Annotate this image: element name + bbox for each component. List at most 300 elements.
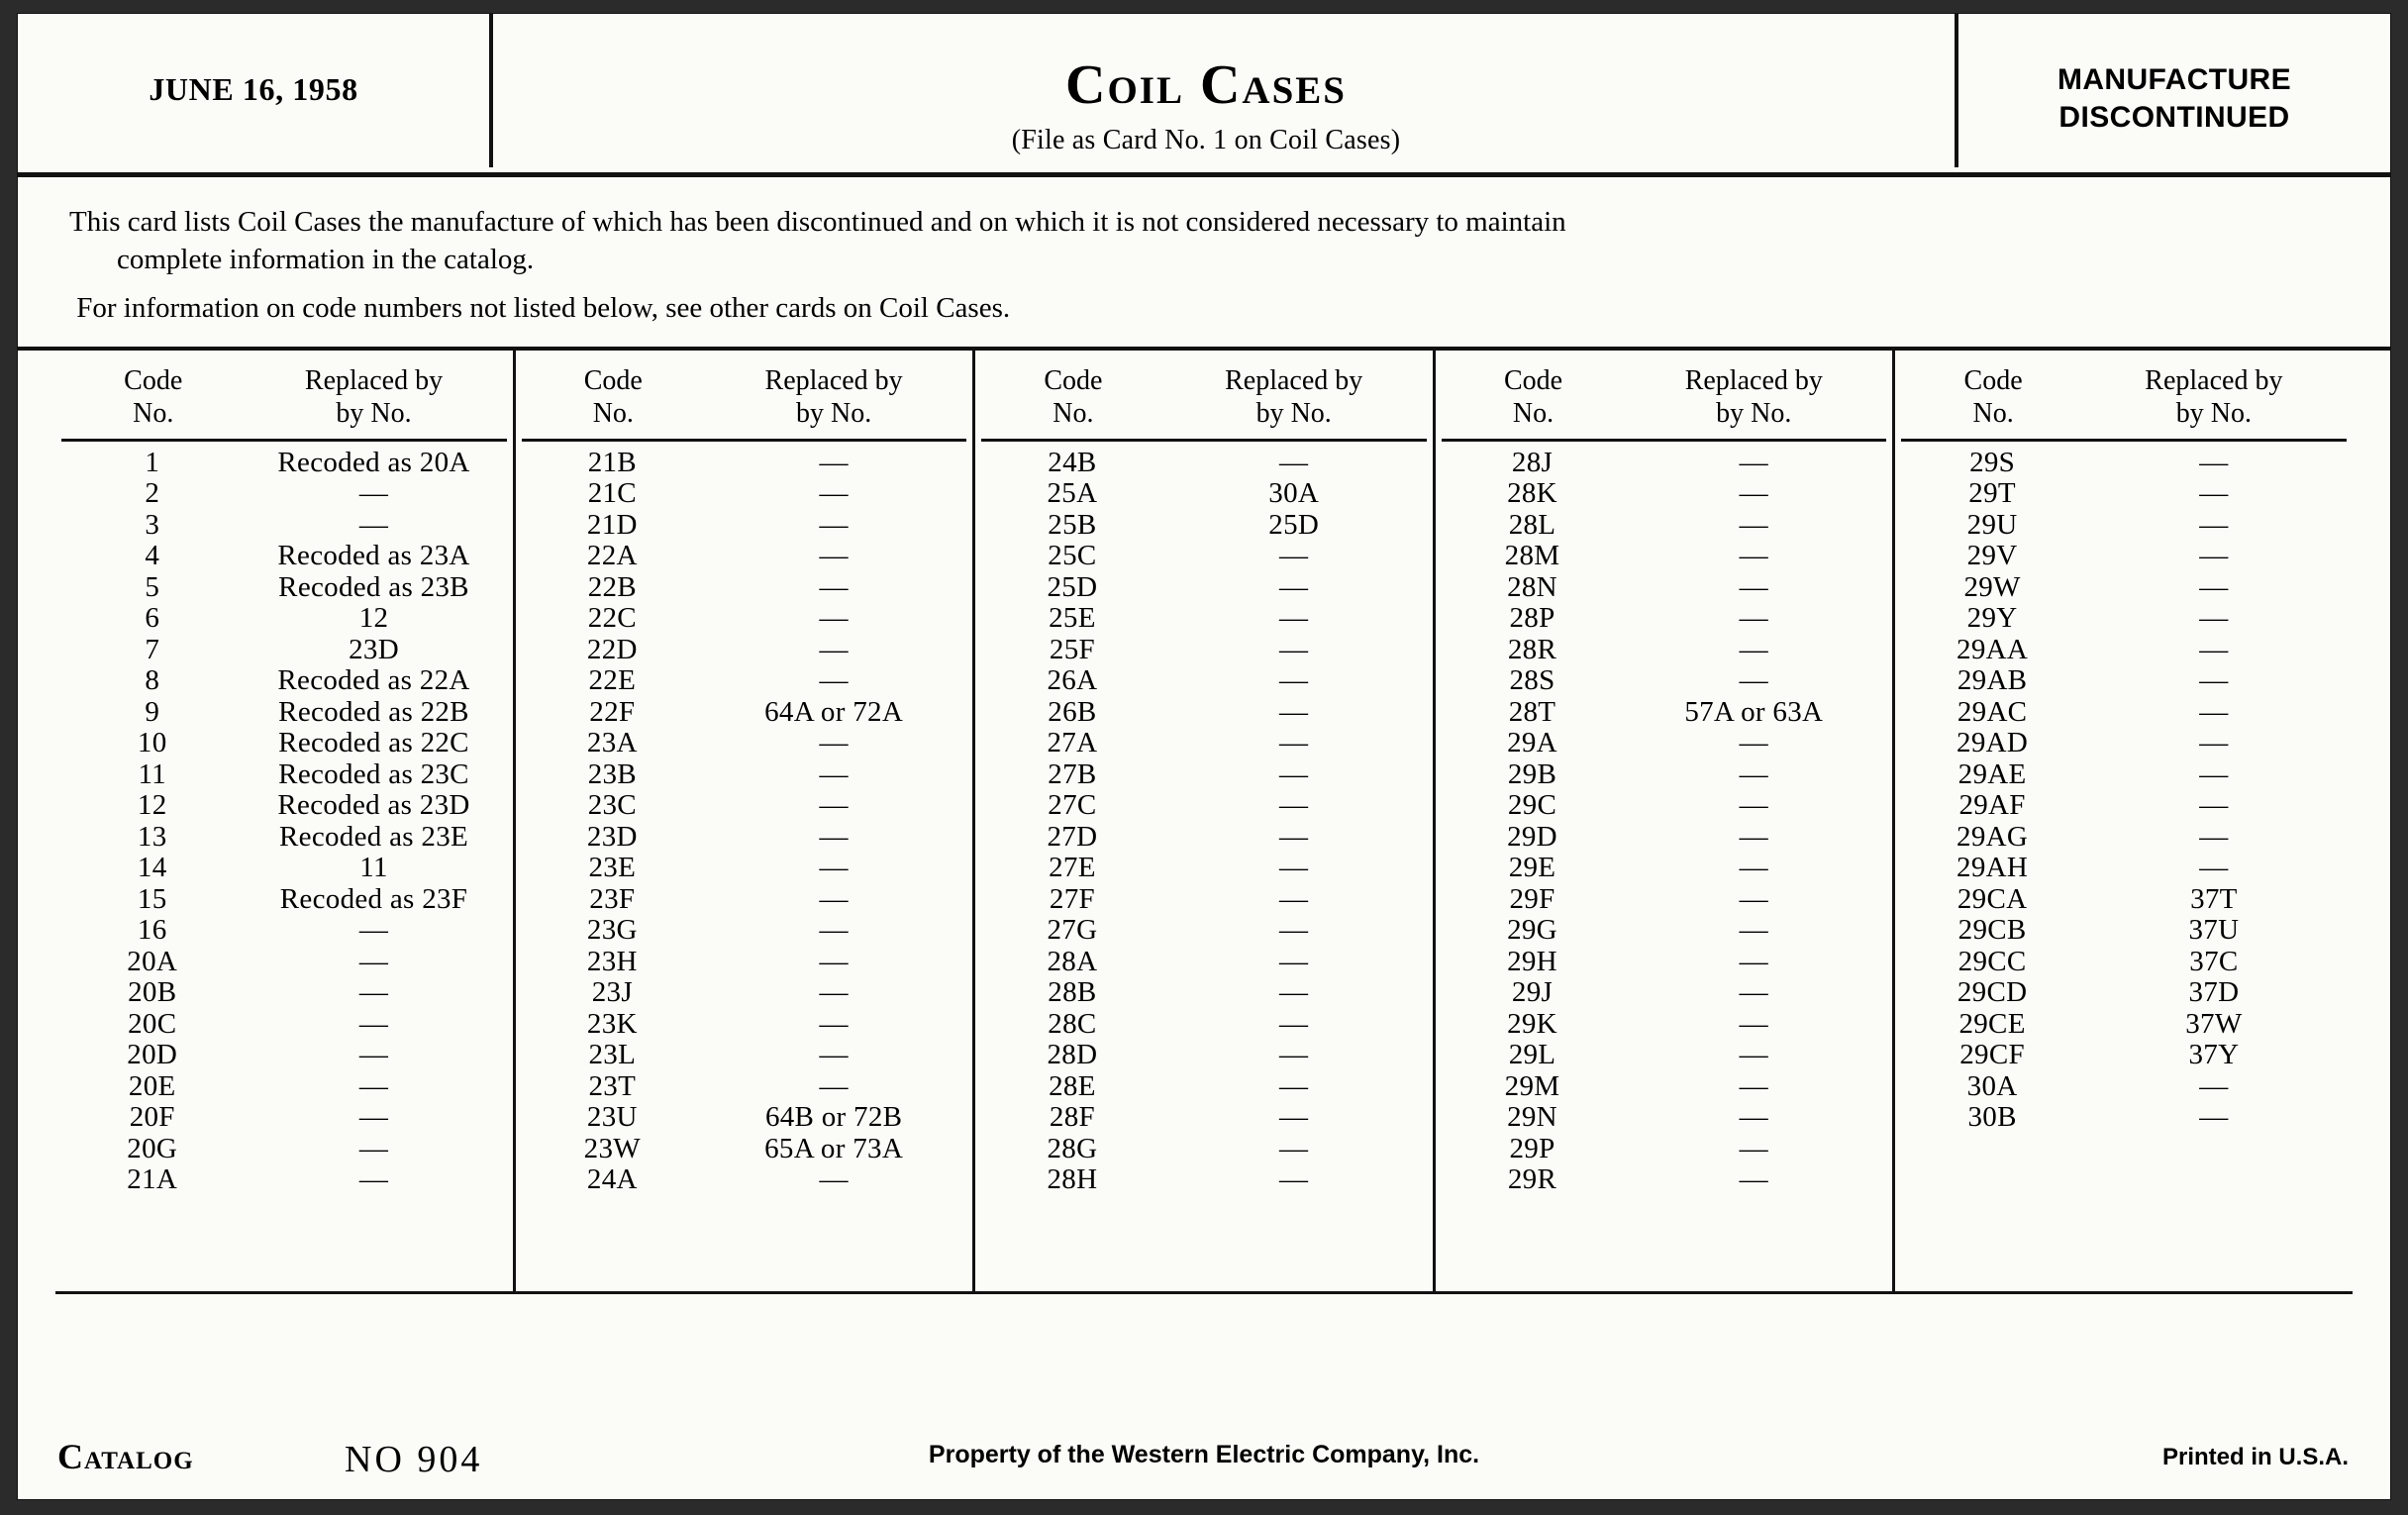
cell-replaced-by: Recoded as 23A xyxy=(277,540,470,572)
cell-replaced-by: — xyxy=(1739,727,1768,759)
cell-replaced-by: — xyxy=(1739,508,1768,541)
table-row xyxy=(1440,759,1889,791)
table-row xyxy=(1440,884,1889,916)
cell-code-no: 22F xyxy=(589,695,636,728)
cell-replaced-by: — xyxy=(819,664,849,697)
cell-replaced-by: — xyxy=(819,633,849,665)
cell-code-no: 9 xyxy=(145,695,160,728)
cell-replaced-by: — xyxy=(1739,570,1768,603)
cell-code-no: 20D xyxy=(127,1039,178,1071)
column-header-replaced-by-line-1: Replaced by xyxy=(304,364,444,396)
cell-code-no: 28P xyxy=(1509,602,1555,635)
column-header-replaced-by xyxy=(239,364,508,431)
table-row xyxy=(1440,603,1889,635)
cell-replaced-by: — xyxy=(1739,664,1768,697)
cell-code-no: 12 xyxy=(137,789,167,822)
cell-replaced-by: — xyxy=(2199,820,2229,853)
table-row xyxy=(520,1102,969,1134)
cell-replaced-by: — xyxy=(1279,1101,1309,1134)
table-row xyxy=(1440,728,1889,759)
cell-code-no: 26B xyxy=(1048,695,1097,728)
cell-code-no: 16 xyxy=(137,914,167,947)
cell-replaced-by: 37T xyxy=(2190,882,2238,915)
cell-code-no: 22D xyxy=(586,633,638,665)
cell-code-no: 28G xyxy=(1047,1132,1098,1164)
cell-code-no: 10 xyxy=(137,727,167,759)
table-row xyxy=(1440,478,1889,510)
header-divider xyxy=(1901,439,2347,442)
cell-replaced-by: — xyxy=(819,540,849,572)
table-row xyxy=(979,448,1429,479)
cell-replaced-by: — xyxy=(2199,446,2229,478)
cell-code-no: 28D xyxy=(1047,1039,1098,1071)
table-row xyxy=(1899,1102,2349,1134)
table-row xyxy=(520,977,969,1009)
cell-replaced-by: — xyxy=(358,1163,389,1196)
table-row xyxy=(59,759,509,791)
cell-code-no: 21D xyxy=(586,508,638,541)
cell-code-no: 22C xyxy=(587,602,637,635)
table-row xyxy=(1899,603,2349,635)
table-row xyxy=(1440,947,1889,978)
cell-replaced-by: — xyxy=(1739,820,1768,853)
table-row xyxy=(979,1071,1429,1103)
code-table-rows xyxy=(59,448,509,1196)
page-title: Coil Cases xyxy=(1065,54,1347,116)
column-header-code-line-1: Code xyxy=(583,364,643,396)
table-row xyxy=(520,759,969,791)
code-table xyxy=(55,351,2353,1291)
table-row xyxy=(979,603,1429,635)
table-row xyxy=(1440,1164,1889,1196)
header-date-text: JUNE 16, 1958 xyxy=(149,71,358,107)
cell-replaced-by: — xyxy=(819,945,849,977)
table-row xyxy=(1899,947,2349,978)
code-table-block xyxy=(1892,351,2353,1291)
table-row xyxy=(1440,635,1889,666)
cell-replaced-by: Recoded as 23D xyxy=(277,789,470,822)
table-row xyxy=(520,635,969,666)
table-row xyxy=(59,635,509,666)
column-header-replaced-by-line-2: by No. xyxy=(795,398,872,430)
table-row xyxy=(59,1134,509,1165)
catalog-card xyxy=(18,14,2390,1499)
cell-replaced-by: Recoded as 23C xyxy=(278,758,469,790)
table-row xyxy=(59,884,509,916)
cell-code-no: 28C xyxy=(1048,1007,1097,1040)
table-bottom-rule xyxy=(55,1291,2353,1294)
column-header-code-line-1: Code xyxy=(1503,364,1563,396)
cell-code-no: 28M xyxy=(1504,540,1560,572)
cell-replaced-by: — xyxy=(1739,758,1768,790)
header-divider xyxy=(61,439,507,442)
cell-replaced-by: 11 xyxy=(359,852,388,884)
cell-replaced-by: — xyxy=(1739,976,1768,1009)
table-row xyxy=(1440,1134,1889,1165)
catalog-number: NO 904 xyxy=(345,1439,483,1480)
cell-replaced-by: — xyxy=(2199,727,2229,759)
table-row xyxy=(1899,510,2349,542)
table-row xyxy=(1440,853,1889,884)
cell-code-no: 29S xyxy=(1969,446,2016,478)
cell-code-no: 29J xyxy=(1511,976,1554,1009)
cell-code-no: 2 xyxy=(145,477,160,510)
cell-replaced-by: 37W xyxy=(2185,1007,2243,1040)
cell-replaced-by: — xyxy=(2199,789,2229,822)
cell-code-no: 29H xyxy=(1507,945,1557,977)
column-header-replaced-by-line-2: by No. xyxy=(1716,398,1792,430)
cell-code-no: 23U xyxy=(586,1101,638,1134)
code-table-rows xyxy=(1899,448,2349,1134)
cell-code-no: 29CA xyxy=(1956,882,2028,915)
cell-replaced-by: 12 xyxy=(358,602,389,635)
table-row xyxy=(520,1009,969,1041)
cell-code-no: 29G xyxy=(1507,914,1557,947)
cell-code-no: 20A xyxy=(127,945,178,977)
cell-replaced-by: — xyxy=(1279,1007,1309,1040)
code-table-header xyxy=(59,351,509,437)
cell-code-no: 27D xyxy=(1047,820,1098,853)
cell-replaced-by: — xyxy=(358,976,389,1009)
table-row xyxy=(59,572,509,604)
cell-code-no: 28E xyxy=(1049,1069,1096,1102)
intro-paragraph-2-text: For information on code numbers not listed below, see other cards on Coil Cases. xyxy=(76,291,1011,324)
cell-code-no: 27E xyxy=(1049,852,1096,884)
cell-replaced-by: — xyxy=(1739,789,1768,822)
cell-code-no: 28L xyxy=(1508,508,1556,541)
cell-code-no: 23C xyxy=(587,789,637,822)
column-header-replaced-by-line-2: by No. xyxy=(1255,398,1332,430)
cell-code-no: 27F xyxy=(1049,882,1095,915)
table-row xyxy=(520,1164,969,1196)
cell-replaced-by: — xyxy=(1279,570,1309,603)
cell-replaced-by: — xyxy=(358,477,389,510)
table-row xyxy=(1440,1071,1889,1103)
cell-code-no: 29CE xyxy=(1958,1007,2026,1040)
cell-replaced-by: — xyxy=(1279,789,1309,822)
cell-replaced-by: — xyxy=(1739,1039,1768,1071)
cell-replaced-by: — xyxy=(358,1039,389,1071)
cell-code-no: 23F xyxy=(589,882,636,915)
cell-replaced-by: — xyxy=(1279,1132,1309,1164)
table-row xyxy=(1440,1102,1889,1134)
printed-notice: Printed in U.S.A. xyxy=(2161,1444,2349,1470)
cell-replaced-by: — xyxy=(1739,446,1768,478)
cell-code-no: 28N xyxy=(1507,570,1557,603)
cell-code-no: 23A xyxy=(586,727,638,759)
table-row xyxy=(59,541,509,572)
cell-code-no: 28A xyxy=(1047,945,1098,977)
code-table-block xyxy=(972,351,1433,1291)
cell-replaced-by: 57A or 63A xyxy=(1684,695,1824,728)
cell-replaced-by: — xyxy=(2199,540,2229,572)
cell-code-no: 25C xyxy=(1048,540,1097,572)
cell-replaced-by: — xyxy=(1739,477,1768,510)
column-header-replaced-by-line-1: Replaced by xyxy=(764,364,903,396)
status-line-1: MANUFACTURE xyxy=(2057,63,2292,96)
cell-code-no: 29AC xyxy=(1956,695,2028,728)
table-row xyxy=(1899,1009,2349,1041)
table-row xyxy=(59,665,509,697)
cell-replaced-by: — xyxy=(819,1007,849,1040)
cell-code-no: 29B xyxy=(1507,758,1557,790)
intro-paragraph-1-line-1: This card lists Coil Cases the manufacture of which has been discontinued and on which it is not considered necessary to maintain xyxy=(69,206,1566,238)
cell-code-no: 25E xyxy=(1049,602,1096,635)
table-row xyxy=(520,478,969,510)
cell-code-no: 29AA xyxy=(1956,633,2029,665)
cell-code-no: 25F xyxy=(1049,633,1095,665)
intro-paragraph-2 xyxy=(69,289,2345,327)
table-row xyxy=(979,697,1429,729)
column-header-replaced-by-line-2: by No. xyxy=(336,398,412,430)
table-row xyxy=(520,1134,969,1165)
table-row xyxy=(1899,728,2349,759)
cell-code-no: 27C xyxy=(1048,789,1097,822)
cell-replaced-by: — xyxy=(819,446,849,478)
cell-replaced-by: — xyxy=(358,945,389,977)
cell-replaced-by: — xyxy=(358,914,389,947)
cell-replaced-by: — xyxy=(819,852,849,884)
table-row xyxy=(1440,697,1889,729)
table-row xyxy=(1899,697,2349,729)
table-row xyxy=(979,947,1429,978)
cell-replaced-by: — xyxy=(2199,695,2229,728)
table-row xyxy=(520,728,969,759)
cell-replaced-by: — xyxy=(1279,976,1309,1009)
cell-code-no: 1 xyxy=(145,446,160,478)
table-row xyxy=(1899,478,2349,510)
cell-code-no: 20E xyxy=(128,1069,176,1102)
cell-code-no: 13 xyxy=(137,820,167,853)
table-row xyxy=(1899,915,2349,947)
cell-replaced-by: — xyxy=(819,602,849,635)
cell-replaced-by: — xyxy=(1279,695,1309,728)
table-row xyxy=(59,1040,509,1071)
table-row xyxy=(520,915,969,947)
table-row xyxy=(979,790,1429,822)
cell-code-no: 20B xyxy=(128,976,177,1009)
table-row xyxy=(1899,853,2349,884)
table-row xyxy=(1899,790,2349,822)
table-row xyxy=(59,448,509,479)
cell-code-no: 30B xyxy=(1967,1101,2017,1134)
cell-replaced-by: — xyxy=(1739,945,1768,977)
cell-code-no: 23H xyxy=(586,945,638,977)
cell-code-no: 29CF xyxy=(1959,1039,2025,1071)
table-row xyxy=(1899,977,2349,1009)
column-header-code xyxy=(979,364,1158,431)
table-row xyxy=(1899,1071,2349,1103)
cell-replaced-by: — xyxy=(2199,477,2229,510)
table-row xyxy=(520,541,969,572)
cell-replaced-by: — xyxy=(819,1039,849,1071)
table-row xyxy=(979,853,1429,884)
table-row xyxy=(520,1040,969,1071)
table-row xyxy=(979,635,1429,666)
cell-code-no: 29Y xyxy=(1966,602,2018,635)
cell-code-no: 22A xyxy=(586,540,638,572)
table-row xyxy=(59,1071,509,1103)
cell-code-no: 29CC xyxy=(1957,945,2027,977)
table-row xyxy=(979,1009,1429,1041)
cell-code-no: 27B xyxy=(1048,758,1097,790)
column-header-replaced-by xyxy=(699,364,968,431)
cell-code-no: 25B xyxy=(1048,508,1097,541)
column-header-code xyxy=(1440,364,1619,431)
cell-code-no: 29M xyxy=(1504,1069,1560,1102)
cell-replaced-by: — xyxy=(1739,882,1768,915)
cell-replaced-by: — xyxy=(1279,758,1309,790)
table-row xyxy=(979,541,1429,572)
table-row xyxy=(979,665,1429,697)
table-row xyxy=(520,1071,969,1103)
cell-replaced-by: — xyxy=(358,1101,389,1134)
cell-replaced-by: — xyxy=(819,882,849,915)
cell-code-no: 29P xyxy=(1509,1132,1555,1164)
cell-replaced-by: — xyxy=(358,1069,389,1102)
cell-code-no: 29AB xyxy=(1956,664,2028,697)
table-row xyxy=(979,884,1429,916)
cell-code-no: 28T xyxy=(1508,695,1556,728)
column-header-code-line-2: No. xyxy=(1512,398,1555,430)
cell-code-no: 29U xyxy=(1966,508,2018,541)
cell-replaced-by: — xyxy=(2199,508,2229,541)
status-badge xyxy=(1955,14,2390,167)
cell-code-no: 21C xyxy=(587,477,637,510)
cell-replaced-by: 37D xyxy=(2188,976,2240,1009)
cell-code-no: 24A xyxy=(586,1163,638,1196)
cell-code-no: 15 xyxy=(137,882,167,915)
cell-code-no: 21B xyxy=(587,446,637,478)
cell-replaced-by: — xyxy=(819,789,849,822)
table-row xyxy=(59,1009,509,1041)
table-row xyxy=(1440,822,1889,854)
cell-replaced-by: 64A or 72A xyxy=(764,695,904,728)
table-row xyxy=(1899,884,2349,916)
table-row xyxy=(1899,635,2349,666)
cell-code-no: 23K xyxy=(586,1007,638,1040)
table-row xyxy=(1440,510,1889,542)
cell-code-no: 26A xyxy=(1047,664,1098,697)
cell-code-no: 27A xyxy=(1047,727,1098,759)
table-row xyxy=(59,728,509,759)
cell-replaced-by: — xyxy=(2199,852,2229,884)
cell-code-no: 29AG xyxy=(1956,820,2029,853)
table-row xyxy=(59,790,509,822)
cell-code-no: 29K xyxy=(1507,1007,1557,1040)
table-row xyxy=(979,1134,1429,1165)
header-date xyxy=(18,14,493,167)
table-row xyxy=(520,697,969,729)
cell-code-no: 21A xyxy=(127,1163,178,1196)
cell-code-no: 11 xyxy=(138,758,166,790)
cell-replaced-by: — xyxy=(819,508,849,541)
cell-replaced-by: — xyxy=(2199,602,2229,635)
cell-replaced-by: — xyxy=(2199,758,2229,790)
cell-code-no: 28K xyxy=(1507,477,1557,510)
cell-replaced-by: — xyxy=(2199,570,2229,603)
cell-code-no: 29F xyxy=(1509,882,1555,915)
table-row xyxy=(979,915,1429,947)
table-row xyxy=(59,1164,509,1196)
table-row xyxy=(520,884,969,916)
cell-replaced-by: Recoded as 22A xyxy=(277,664,470,697)
cell-replaced-by: 65A or 73A xyxy=(764,1132,904,1164)
cell-code-no: 28F xyxy=(1049,1101,1095,1134)
table-row xyxy=(979,1164,1429,1196)
table-row xyxy=(979,977,1429,1009)
status-line-2: DISCONTINUED xyxy=(2058,101,2290,135)
column-header-code-line-1: Code xyxy=(1044,364,1103,396)
table-row xyxy=(520,510,969,542)
cell-code-no: 29D xyxy=(1507,820,1557,853)
column-header-code xyxy=(520,364,699,431)
code-table-rows xyxy=(1440,448,1889,1196)
cell-code-no: 23W xyxy=(583,1132,641,1164)
cell-replaced-by: — xyxy=(1739,540,1768,572)
table-row xyxy=(1899,1040,2349,1071)
cell-replaced-by: — xyxy=(1739,1101,1768,1134)
table-row xyxy=(59,1102,509,1134)
column-header-code-line-2: No. xyxy=(1972,398,2014,430)
table-row xyxy=(1899,572,2349,604)
cell-code-no: 29AF xyxy=(1958,789,2026,822)
cell-replaced-by: — xyxy=(1739,914,1768,947)
table-row xyxy=(1440,790,1889,822)
table-row xyxy=(979,1102,1429,1134)
cell-code-no: 22B xyxy=(587,570,637,603)
cell-code-no: 20G xyxy=(127,1132,178,1164)
cell-code-no: 29E xyxy=(1508,852,1556,884)
header-divider xyxy=(522,439,967,442)
cell-code-no: 23L xyxy=(588,1039,637,1071)
table-row xyxy=(1440,915,1889,947)
cell-code-no: 28R xyxy=(1507,633,1557,665)
cell-code-no: 29CB xyxy=(1957,914,2027,947)
table-row xyxy=(979,728,1429,759)
column-header-code-line-1: Code xyxy=(1963,364,2023,396)
cell-code-no: 29L xyxy=(1508,1039,1556,1071)
table-row xyxy=(59,915,509,947)
table-row xyxy=(979,572,1429,604)
cell-replaced-by: — xyxy=(358,508,389,541)
cell-replaced-by: 23D xyxy=(349,633,399,665)
table-row xyxy=(979,1040,1429,1071)
column-header-replaced-by-line-1: Replaced by xyxy=(1684,364,1823,396)
code-table-header xyxy=(1440,351,1889,437)
cell-code-no: 20C xyxy=(128,1007,177,1040)
code-table-rows xyxy=(520,448,969,1196)
cell-code-no: 23E xyxy=(588,852,637,884)
cell-replaced-by: 25D xyxy=(1268,508,1320,541)
cell-code-no: 7 xyxy=(145,633,160,665)
cell-replaced-by: Recoded as 20A xyxy=(277,446,470,478)
cell-code-no: 29C xyxy=(1507,789,1557,822)
code-table-block xyxy=(55,351,513,1291)
cell-code-no: 28H xyxy=(1047,1163,1098,1196)
cell-replaced-by: — xyxy=(358,1007,389,1040)
cell-code-no: 6 xyxy=(145,602,160,635)
table-row xyxy=(1440,448,1889,479)
cell-code-no: 3 xyxy=(145,508,160,541)
cell-replaced-by: — xyxy=(1279,540,1309,572)
cell-replaced-by: — xyxy=(2199,664,2229,697)
column-header-code xyxy=(59,364,239,431)
cell-code-no: 14 xyxy=(137,852,167,884)
table-row xyxy=(59,697,509,729)
table-row xyxy=(1440,1040,1889,1071)
cell-replaced-by: — xyxy=(1279,945,1309,977)
